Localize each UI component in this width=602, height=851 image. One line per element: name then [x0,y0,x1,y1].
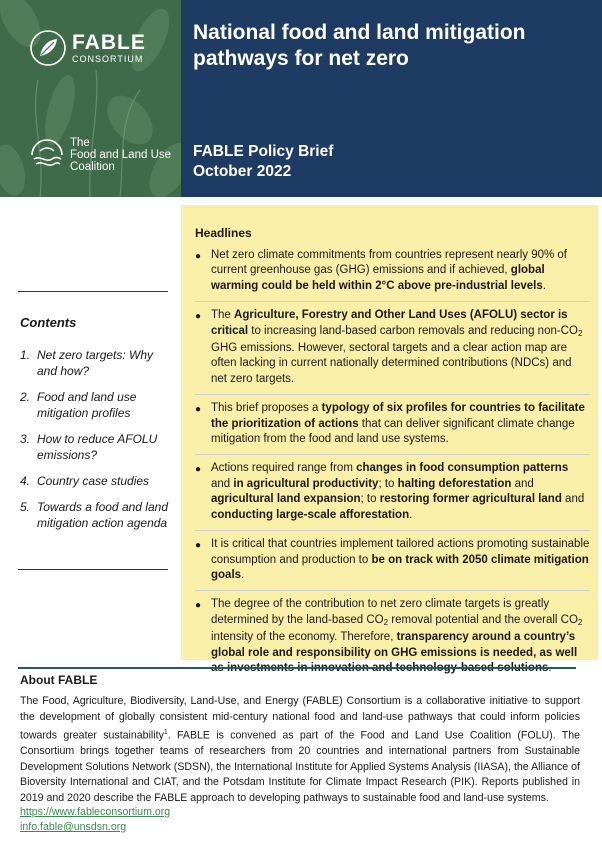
bold-run: typology of six profiles for countries to facilitate the prioritization of actions [211,402,585,430]
header-image-panel [0,0,181,197]
consortium-logo-text: CONSORTIUM [72,54,144,64]
fable-consortium-logo [30,30,146,66]
title-line-2: pathways for net zero [193,47,409,70]
headline-text [211,537,590,583]
text-run: removal potential and the overall CO [388,613,578,626]
folu-line-3: Coalition [70,161,115,173]
text-run: GHG emissions. However, sectoral targets and a clear action map are often lacking in current nationally determined contributions (NDCs) and net zero targets. [211,342,572,385]
bullet-icon: ● [195,404,202,416]
text-run: ; to [378,477,398,490]
bullet-icon: ● [195,540,202,552]
headline-item [195,248,590,302]
text-run: This brief proposes a [211,402,322,415]
folu-line-1: The [70,137,90,149]
about-title: About FABLE [20,673,98,687]
subscript: 2 [577,328,583,338]
contents-top-divider [18,291,168,292]
headline-text [211,597,590,676]
contents-item-number: 1. [20,348,31,362]
text-run: . [241,568,245,581]
bold-run: global warming could be held within 2°C above pre-industrial levels [211,264,545,292]
email-link[interactable]: info.fable@unsdsn.org [20,821,127,833]
text-run: ; to [360,493,380,506]
folu-logo [30,137,171,173]
bold-run: agricultural land expansion [211,493,361,506]
contents-item[interactable] [20,499,170,531]
text-run: The [211,309,235,322]
headline-text [211,461,590,523]
text-run: . [409,508,413,521]
bullet-icon: ● [195,464,202,476]
headlines-title: Headlines [195,226,252,240]
website-link[interactable]: https://www.fableconsortium.org [20,806,171,818]
brief-label: FABLE Policy Brief [193,143,334,160]
footnote-marker[interactable]: 1 [163,729,168,736]
folu-wave-icon [30,138,64,172]
contents-item[interactable] [20,347,170,379]
text-run: and [511,477,534,490]
contents-item-number: 2. [20,390,31,404]
bold-run: halting deforestation [397,477,512,490]
text-run: to increasing land-based carbon removals and reducing non-CO [248,324,578,337]
headline-text [211,248,590,294]
text-run: and [211,477,234,490]
contents-item[interactable] [20,473,170,489]
contents-item-label: Towards a food and land mitigation action agenda [37,500,168,530]
contents-item[interactable] [20,389,170,421]
contents-item-label: Country case studies [37,474,150,488]
brief-date: October 2022 [193,163,292,180]
contents-item-number: 3. [20,432,31,446]
headline-item [195,461,590,531]
headlines-list [195,248,590,689]
fable-logo-text: FABLE [72,31,146,54]
bold-run: Agriculture, Forestry and Other Land Uses (AFOLU) sector is critical [211,309,568,337]
text-run: It is critical that countries implement tailored actions promoting sustainable consumption and production to [211,538,590,566]
headline-item [195,308,590,395]
headline-text [211,308,590,387]
text-run: that can deliver significant climate change mitigation from the food and land use systems. [211,417,575,446]
contents-item-number: 4. [20,474,31,488]
text-run: and [561,493,585,506]
contents-item[interactable] [20,431,170,463]
bold-run: restoring former agricultural land [379,493,562,506]
about-divider [18,667,576,669]
subscript: 2 [383,617,389,627]
text-run: . [548,661,552,674]
headline-text [211,401,590,447]
contents-bottom-divider [18,569,168,570]
headline-item [195,401,590,455]
bold-run: changes in food consumption patterns [356,462,569,475]
subscript: 2 [577,617,583,627]
bullet-icon: ● [195,251,202,262]
title-line-1: National food and land mitigation [193,21,526,44]
bullet-icon: ● [195,311,202,323]
contents-title: Contents [20,315,77,330]
text-run: Net zero climate commitments from countries represent nearly 90% of current greenhouse gas (GHG) emissions and if achieved, [211,249,567,277]
bold-run: be on track with 2050 climate mitigation goals [211,553,589,581]
contents-list [20,347,170,541]
contents-item-number: 5. [20,500,31,514]
contents-item-label: Net zero targets: Why and how? [37,348,154,378]
text-run: Actions required range from [211,462,357,475]
text-run: The Food, Agriculture, Biodiversity, Land-Use, and Energy (FABLE) Consortium is a collaborative initiative to support the development of globally consistent mid-century national food and land-use pathways that could inform policies towards greater sustainability [20,695,580,742]
text-run: . FABLE is convened as part of the Food and Land Use Coalition (FOLU). The Consortium brings together teams of researchers from 20 countries and international partners from Sustainable Development Solutions Network (SDSN), the International Institute for Applied Systems Analysis (IIASA), the Alliance of Bioversity International and CIAT, and the Potsdam Institute for Climate Impact Research (PIK). Reports published in 2019 and 2020 describe the FABLE approach to developing pathways to sustainable food and land-use systems. [20,729,580,804]
fable-leaf-icon [30,30,66,66]
text-run: intensity of the economy. Therefore, [211,631,397,644]
bullet-icon: ● [195,600,202,612]
contents-item-label: How to reduce AFOLU emissions? [37,432,158,462]
contents-item-label: Food and land use mitigation profiles [37,390,137,420]
bold-run: conducting large-scale afforestation [211,508,410,521]
text-run: The degree of the contribution to net zero climate targets is greatly determined by the land-based CO [211,598,550,626]
about-paragraph [20,694,580,806]
header-banner [0,0,602,197]
bold-run: in agricultural productivity [233,477,379,490]
headline-item [195,537,590,591]
headline-item [195,597,590,683]
folu-line-2: Food and Land Use [70,149,172,161]
page-title [193,20,593,72]
bold-run: transparency around a country’s global role and responsibility on GHG emissions is needed, as well as investments in innovation and technology-based solutions [211,631,578,674]
text-run: . [542,279,546,292]
